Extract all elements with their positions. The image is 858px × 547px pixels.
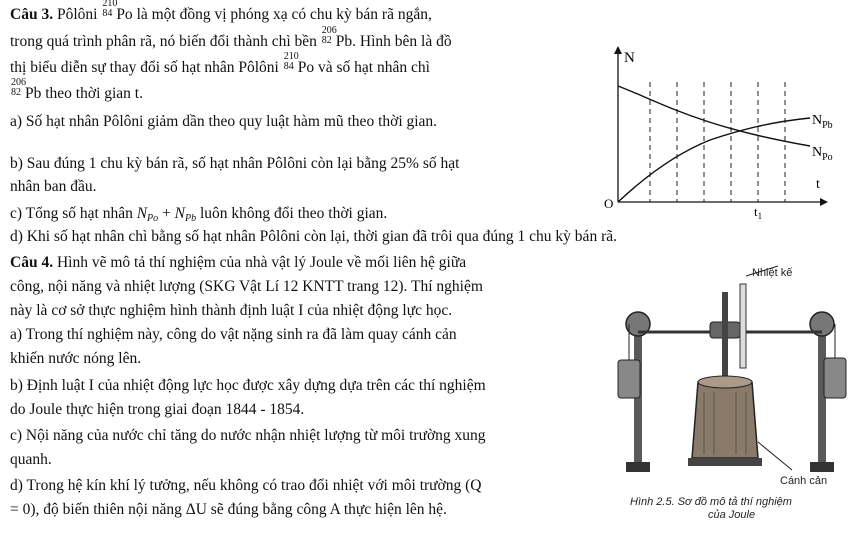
q4-option-c-1: c) Nội năng của nước chỉ tăng do nước nhận nhiệt lượng từ môi trường xung <box>10 427 486 444</box>
q4-option-a-1: a) Trong thí nghiệm này, công do vật nặng sinh ra đã làm quay cánh cản <box>10 326 457 343</box>
q3-option-c: c) Tổng số hạt nhân $N_{Po} + N_{Pb}$ luôn không đổi theo thời gian. <box>10 205 388 224</box>
q4-line-3: này là cơ sở thực nghiệm hình thành định luật I của nhiệt động lực học. <box>10 302 453 319</box>
q4-option-b-1: b) Định luật I của nhiệt động lực học được xây dựng dựa trên các thí nghiệm <box>10 377 486 394</box>
q3-option-d: d) Khi số hạt nhân chì bằng số hạt nhân Pôlôni còn lại, thời gian đã trôi qua đúng 1 chu kỳ bán rã. <box>10 228 617 245</box>
npo-label: $N_{Po}$ <box>812 145 833 163</box>
q4-line-1: Câu 4. Hình vẽ mô tả thí nghiệm của nhà vật lý Joule về mối liên hệ giữa <box>10 254 467 271</box>
joule-apparatus-figure <box>612 262 856 488</box>
q3-option-b-2: nhân ban đầu. <box>10 178 97 195</box>
q3-line-3: thị biểu diễn sự thay đổi số hạt nhân Pôlôni 210 84 Po và số hạt nhân chì <box>10 51 430 76</box>
calorimeter <box>692 382 758 458</box>
thermometer-body <box>740 284 746 368</box>
decay-graph <box>600 42 850 222</box>
left-weight <box>618 360 640 398</box>
q4-number: Câu 4. <box>10 254 54 271</box>
q3-line-2: trong quá trình phân rã, nó biến đổi thành chì bền 206 82 Pb. Hình bên là đồ <box>10 25 452 50</box>
q4-option-b-2: do Joule thực hiện trong giai đoạn 1844 - 1854. <box>10 401 305 418</box>
q3-number: Câu 3. <box>10 6 54 23</box>
npb-label: $N_{Pb}$ <box>812 113 833 131</box>
npb-curve <box>618 118 810 202</box>
q3-line-1: Câu 3. Pôlôni 210 84 Po là một đồng vị phóng xạ có chu kỳ bán rã ngắn, <box>10 0 432 23</box>
y-axis-label: N <box>624 50 635 66</box>
figure-caption-1: Hình 2.5. Sơ đồ mô tả thí nghiệm <box>630 496 792 508</box>
base <box>688 458 762 466</box>
x-axis-arrow <box>820 198 828 206</box>
po-nuclide: 210 84 <box>102 0 118 19</box>
figure-caption-2: của Joule <box>708 509 756 521</box>
q4-line-2: công, nội năng và nhiệt lượng (SKG Vật Lí 12 KNTT trang 12). Thí nghiệm <box>10 278 483 295</box>
q3-text: Pôlôni <box>56 6 98 23</box>
paddle-label: Cánh cản <box>780 475 828 487</box>
pb-nuclide: 206 82 <box>11 77 26 98</box>
q4-option-d-2: = 0), độ biến thiên nội năng ΔU sẽ đúng bằng công A thực hiện lên hệ. <box>10 501 447 518</box>
po-nuclide: 210 84 <box>283 51 299 72</box>
q4-option-d-1: d) Trong hệ kín khí lý tưởng, nếu không có trao đổi nhiệt với môi trường (Q <box>10 477 482 494</box>
y-axis-arrow <box>614 46 622 54</box>
q4-option-c-2: quanh. <box>10 451 52 468</box>
npo-curve <box>618 86 810 146</box>
q3-line-4: 206 82 Pb theo thời gian t. <box>11 77 143 102</box>
x-axis-label: t <box>816 177 820 192</box>
pb-nuclide: 206 82 <box>321 25 337 46</box>
origin-label: O <box>604 196 614 211</box>
q3-option-a: a) Số hạt nhân Pôlôni giảm dần theo quy luật hàm mũ theo thời gian. <box>10 113 438 130</box>
t1-label: $t_1$ <box>754 204 763 221</box>
q4-option-a-2: khiến nước nóng lên. <box>10 350 142 367</box>
thermometer-label: Nhiệt kế <box>752 267 793 279</box>
right-weight <box>824 358 846 398</box>
q3-option-b-1: b) Sau đúng 1 chu kỳ bán rã, số hạt nhân Pôlôni còn lại bằng 25% số hạt <box>10 155 460 172</box>
time-gridlines <box>650 82 785 202</box>
